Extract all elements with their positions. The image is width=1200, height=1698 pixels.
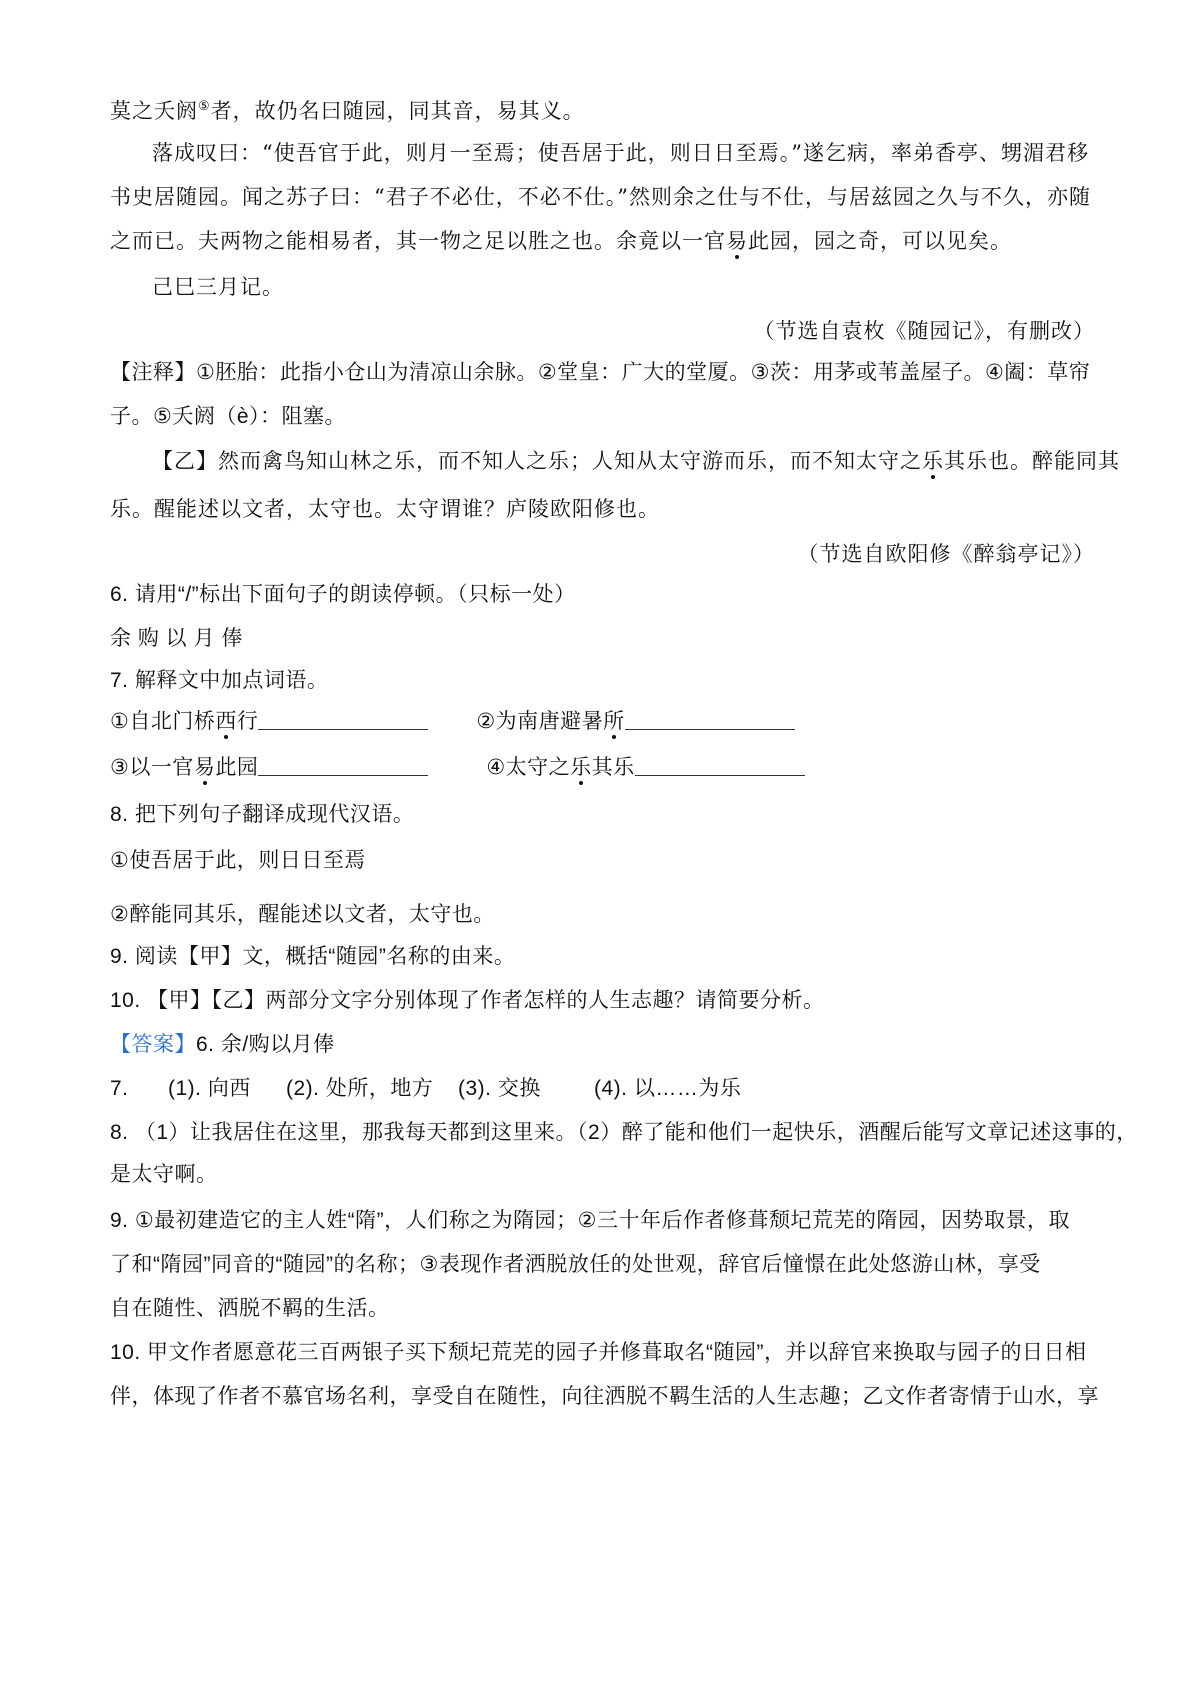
annotation-line-2: 子。⑤夭阏（è）：阻塞。 xyxy=(110,405,347,428)
dotted-word-le-2: 乐 xyxy=(570,756,592,779)
answer-10-line-1: 10. 甲文作者愿意花三百两银子买下颓圮荒芜的园子并修葺取名“随园”，并以辞官来换取与园子的日日相 xyxy=(110,1341,1087,1364)
passage-yi-line-1-pre: 【乙】然而禽鸟知山林之乐，而不知人之乐；人知从太守游而乐，而不知太守之 xyxy=(152,449,922,473)
q7-3-post: 此园 xyxy=(215,756,259,779)
dotted-word-xi: 西 xyxy=(215,710,237,733)
question-7-item-3 xyxy=(110,753,480,783)
passage-line-1 xyxy=(110,92,1095,126)
passage-line-1-post: 者，故仍名曰随园，同其音，易其义。 xyxy=(210,99,585,123)
dotted-word-le: 乐 xyxy=(922,449,944,473)
answer-6-line xyxy=(110,1030,1095,1060)
question-8: 8. 把下列句子翻译成现代汉语。 xyxy=(110,803,415,826)
dotted-word-yi: 易 xyxy=(726,229,748,253)
question-7-item-4 xyxy=(486,753,804,783)
question-7-row-2 xyxy=(110,753,1095,783)
answer-blank-4[interactable] xyxy=(635,753,805,776)
question-8-sentence-1: ①使吾居于此，则日日至焉 xyxy=(110,849,366,872)
question-7-item-1 xyxy=(110,707,470,737)
answer-6: 6. 余/购以月俸 xyxy=(196,1033,335,1056)
answer-blank-3[interactable] xyxy=(258,753,428,776)
answer-7-line xyxy=(110,1074,1095,1104)
question-7: 7. 解释文中加点词语。 xyxy=(110,669,329,692)
q7-4-pre: ④太守之 xyxy=(486,756,571,779)
passage-line-4-post: 此园，园之奇，可以见矣。 xyxy=(748,229,1012,253)
footnote-marker-5: ⑤ xyxy=(198,99,211,114)
question-7-item-2 xyxy=(476,707,794,737)
source-yi: （节选自欧阳修《醉翁亭记》） xyxy=(797,542,1095,566)
annotation-line-1: 【注释】①胚胎：此指小仓山为清凉山余脉。②堂皇：广大的堂厦。③茨：用茅或苇盖屋子。④阖：草帘 xyxy=(110,361,1091,384)
answer-blank-1[interactable] xyxy=(258,707,428,730)
passage-yi-line-2: 乐。醒能述以文者，太守也。太守谓谁？庐陵欧阳修也。 xyxy=(110,497,660,521)
passage-line-4-pre: 之而已。夫两物之能相易者，其一物之足以胜之也。余竟以一官 xyxy=(110,229,726,253)
answer-9-line-3: 自在随性、洒脱不羁的生活。 xyxy=(110,1297,390,1320)
passage-line-4 xyxy=(110,226,1095,256)
q7-1-pre: ①自北门桥 xyxy=(110,710,216,733)
answer-9-line-2: 了和“隋园”同音的“随园”的名称；③表现作者洒脱放任的处世观，辞官后憧憬在此处悠游山林，享受 xyxy=(110,1253,1041,1276)
answer-7-number: 7. xyxy=(110,1077,129,1100)
question-9: 9. 阅读【甲】文，概括“随园”名称的由来。 xyxy=(110,945,516,968)
passage-line-1-pre: 莫之夭阏 xyxy=(110,99,198,123)
answer-8-line-2: 是太守啊。 xyxy=(110,1163,218,1186)
q7-3-pre: ③以一官 xyxy=(110,756,194,779)
dotted-word-yi-2: 易 xyxy=(193,756,216,779)
answer-tag: 【答案】 xyxy=(110,1033,196,1056)
answer-7-item-1: (1). 向西 xyxy=(168,1077,251,1100)
answer-9-line-1: 9. ①最初建造它的主人姓“隋”，人们称之为隋园；②三十年后作者修葺颓圮荒芜的隋园，因势取景，取 xyxy=(110,1209,1070,1232)
passage-date: 己巳三月记。 xyxy=(152,275,284,299)
answer-7-item-4: (4). 以……为乐 xyxy=(594,1077,742,1100)
passage-line-3: 书史居随园。闻之苏子曰：“君子不必仕，不必不仕。”然则余之仕与不仕，与居兹园之久与不久，亦随 xyxy=(110,185,1091,209)
q7-1-post: 行 xyxy=(236,710,259,733)
dotted-word-suo: 所 xyxy=(603,710,625,733)
passage-line-2: 落成叹曰：“使吾官于此，则月一至焉；使吾居于此，则日日至焉。”遂乞病，率弟香亭、甥湄君移 xyxy=(152,141,1089,165)
question-7-row-1 xyxy=(110,707,1095,737)
question-6: 6. 请用“/”标出下面句子的朗读停顿。（只标一处） xyxy=(110,583,576,606)
question-6-sentence: 余 购 以 月 俸 xyxy=(110,627,243,650)
q7-4-post: 其乐 xyxy=(591,756,635,779)
answer-8-line-1: 8. （1）让我居住在这里，那我每天都到这里来。（2）醉了能和他们一起快乐，酒醒后能写文章记述这事的， xyxy=(110,1121,1138,1144)
q7-2-pre: ②为南唐避暑 xyxy=(476,710,604,733)
answer-7-item-2: (2). 处所，地方 xyxy=(286,1077,434,1100)
question-10: 10. 【甲】【乙】两部分文字分别体现了作者怎样的人生志趣？请简要分析。 xyxy=(110,989,825,1012)
passage-yi-line-1 xyxy=(110,446,1137,476)
question-8-sentence-2: ②醉能同其乐，醒能述以文者，太守也。 xyxy=(110,903,495,926)
answer-7-item-3: (3). 交换 xyxy=(458,1077,541,1100)
source-jia: （节选自袁枚《随园记》，有删改） xyxy=(753,319,1095,343)
answer-blank-2[interactable] xyxy=(625,707,795,730)
passage-yi-line-1-post: 其乐也。醉能同其 xyxy=(944,449,1120,473)
answer-10-line-2: 伴，体现了作者不慕官场名利，享受自在随性，向往洒脱不羁生活的人生志趣；乙文作者寄情于山水，享 xyxy=(110,1385,1099,1408)
